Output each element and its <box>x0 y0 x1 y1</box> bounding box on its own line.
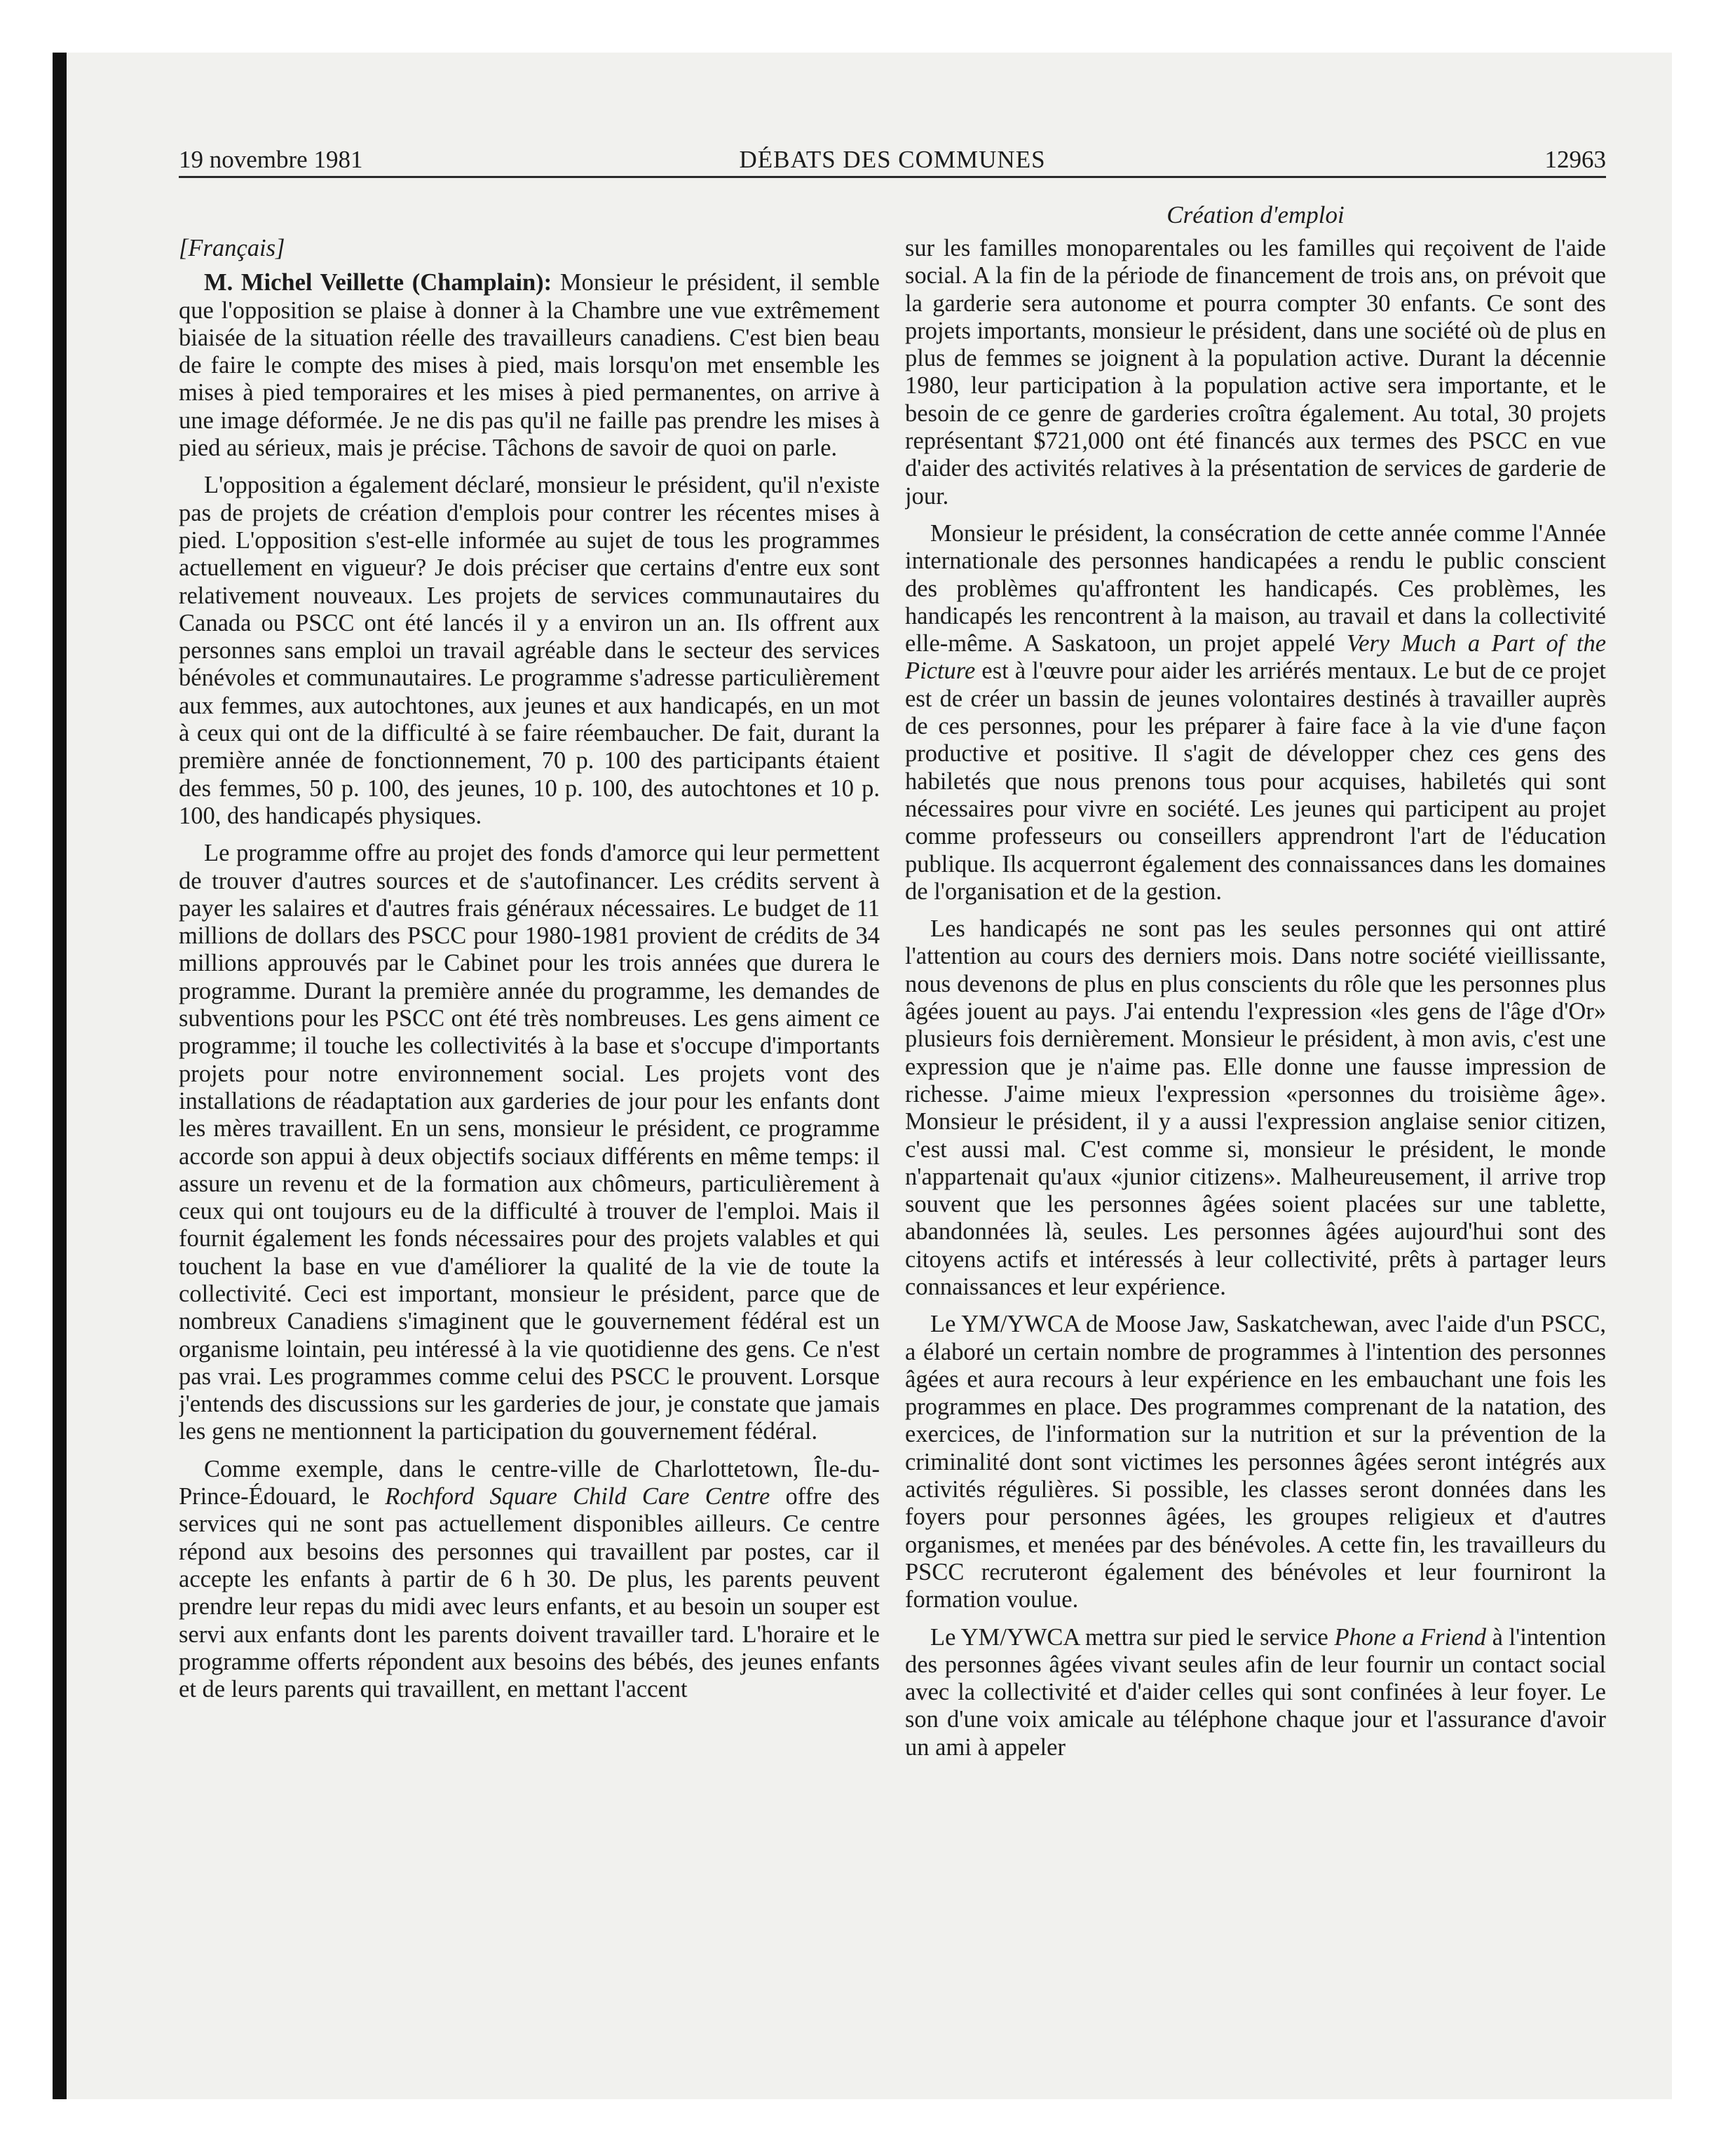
speaker-name: M. Michel Veillette (Champlain): <box>204 269 552 296</box>
header-page-number: 12963 <box>1544 146 1606 173</box>
right-column <box>905 235 1606 2029</box>
paragraph: sur les familles monoparentales ou les familles qui reçoivent de l'aide social. A la fin de la période de financement de trois ans, on prévoit que la garderie sera autonome et pourra compter 30 enfants. Ce sont des projets importants, monsieur le président, dans une société où de plus en plus de femmes se joignent à la population active. Durant la décennie 1980, leur participation à la population active sera importante, et le besoin de ce genre de garderies croîtra également. Au total, 30 projets représentant $721,000 ont été financés aux termes des PSCC en vue d'aider des activités relatives à la présentation de services de garderie de jour. <box>905 235 1606 510</box>
paragraph-text: offre des services qui ne sont pas actuellement disponibles ailleurs. Ce centre répond aux besoins des personnes qui travaillent par postes, car il accepte les enfants à partir de 6 h 30. De plus, les parents peuvent prendre leur repas du midi avec leurs enfants, et au besoin un souper est servi aux enfants dont les parents doivent travailler tard. L'horaire et le programme offerts répondent aux besoins des bébés, des jeunes enfants et de leurs parents qui travaillent, en mettant l'accent <box>179 1483 880 1703</box>
scan-binding-edge <box>53 53 67 2099</box>
italic-title: Phone a Friend <box>1334 1623 1486 1651</box>
paragraph-text: est à l'œuvre pour aider les arriérés mentaux. Le but de ce projet est de créer un bassin de jeunes volontaires destinés à travailler auprès de ces personnes, pour les préparer à faire face à la vie d'une façon productive et positive. Il s'agit de développer chez ces gens des habiletés que nous prenons tous pour acquises, habiletés qui sont nécessaires pour vivre en société. Les jeunes qui participent au projet comme professeurs ou conseillers apprendront l'art de l'éducation publique. Ils acquerront également des connaissances dans les domaines de l'organisation et de la gestion. <box>905 657 1606 905</box>
paragraph-text: à l'intention des personnes âgées vivant seules afin de leur fournir un contact social avec la collectivité et d'aider celles qui sont confinées à leur foyer. Le son d'une voix amicale au téléphone chaque jour et l'assurance d'avoir un ami à appeler <box>905 1623 1606 1761</box>
paragraph: Le programme offre au projet des fonds d'amorce qui leur permettent de trouver d'autres sources et de s'autofinancer. Les crédits servent à payer les salaires et d'autres frais généraux nécessaires. Le budget de 11 millions de dollars des PSCC pour 1980-1981 provient de crédits de 34 millions approuvés par le Cabinet pour les trois années que durera le programme. Durant la première année du programme, les demandes de subventions pour les PSCC ont été très nombreuses. Les gens aiment ce programme; il touche les collectivités à la base et s'occupe d'importants projets pour notre environnement social. Les projets vont des installations de réadaptation aux garderies de jour pour les enfants dont les mères travaillent. En un sens, monsieur le président, ce programme accorde son appui à deux objectifs sociaux différents en même temps: il assure un revenu et de la formation aux chômeurs, particulièrement à ceux qui ont toujours eu de la difficulté à trouver de l'emploi. Mais il fournit également les fonds nécessaires pour des projets valables et qui touchent la base en vue d'améliorer la qualité de la vie de toute la collectivité. Ceci est important, monsieur le président, parce que de nombreux Canadiens s'imaginent que le gouvernement fédéral est un organisme lointain, peu intéressé à la vie quotidienne des gens. Ce n'est pas vrai. Les programmes comme celui des PSCC le prouvent. Lorsque j'entends des discussions sur les garderies de jour, je constate que jamais les gens ne mentionnent la participation du gouvernement fédéral. <box>179 840 880 1445</box>
left-column <box>179 235 880 2029</box>
paragraph-text: Comme exemple, dans le centre-ville de Charlottetown, Île-du-Prince-Édouard, le <box>179 1455 880 1510</box>
header-rule <box>179 176 1606 178</box>
paragraph <box>905 520 1606 906</box>
page-header <box>179 144 1606 176</box>
paragraph-text: Monsieur le président, la consécration de cette année comme l'Année internationale des personnes handicapées a rendu le public conscient des problèmes qu'affrontent les handicapés. Ces problèmes, les handicapés les rencontrent à la maison, au travail et dans la collectivité elle-même. A Saskatoon, un projet appelé <box>905 519 1606 657</box>
paragraph-text: Monsieur le président, il semble que l'opposition se plaise à donner à la Chambre une vue extrêmement biaisée de la situation réelle des travailleurs canadiens. C'est bien beau de faire le compte des mises à pied, mais lorsqu'on met ensemble les mises à pied temporaires et les mises à pied permanentes, on arrive à une image déformée. Je ne dis pas qu'il ne faille pas prendre les mises à pied au sérieux, mais je précise. Tâchons de savoir de quoi on parle. <box>179 269 880 462</box>
italic-title: Very Much a Part of the Picture <box>905 630 1606 685</box>
paragraph <box>905 1624 1606 1761</box>
paragraph: L'opposition a également déclaré, monsieur le président, qu'il n'existe pas de projets de création d'emplois pour contrer les récentes mises à pied. L'opposition s'est-elle informée au sujet de tous les programmes actuellement en vigueur? Je dois préciser que certains d'entre eux sont relativement nouveaux. Les projets de services communautaires du Canada ou PSCC ont été lancés il y a environ un an. Ils offrent aux personnes sans emploi un travail agréable dans le secteur des services bénévoles et communautaires. Le programme s'adresse particulièrement aux femmes, aux autochtones, aux jeunes et aux handicapés, en un mot à ceux qui ont de la difficulté à se faire réembaucher. De fait, durant la première année de fonctionnement, 70 p. 100 des participants étaient des femmes, 50 p. 100, des jeunes, 10 p. 100, des autochtones et 10 p. 100, des handicapés physiques. <box>179 472 880 829</box>
paragraph <box>179 1456 880 1704</box>
language-marker: [Français] <box>179 235 285 261</box>
section-title: Création d'emploi <box>1166 201 1345 228</box>
paragraph <box>179 269 880 462</box>
header-title: DÉBATS DES COMMUNES <box>739 146 1046 173</box>
paragraph: Les handicapés ne sont pas les seules personnes qui ont attiré l'attention au cours des derniers mois. Dans notre société vieillissante, nous devenons de plus en plus conscients du rôle que les personnes plus âgées jouent au pays. J'ai entendu l'expression «les gens de l'âge d'Or» plusieurs fois dernièrement. Monsieur le président, à mon avis, c'est une expression que je n'aime pas. Elle donne une fausse impression de richesse. J'aime mieux l'expression «personnes du troisième âge». Monsieur le président, il y a aussi l'expression anglaise senior citizen, c'est aussi mal. C'est comme si, monsieur le président, le monde n'appartenait qu'aux «junior citizens». Malheureusement, il arrive trop souvent que les personnes âgées soient placées sur une tablette, abandonnées là, seules. Les personnes âgées aujourd'hui sont des citoyens actifs et intéressés à leur collectivité, prêts à partager leurs connaissances et leur expérience. <box>905 915 1606 1300</box>
paragraph: Le YM/YWCA de Moose Jaw, Saskatchewan, avec l'aide d'un PSCC, a élaboré un certain nombre de programmes à l'intention des personnes âgées et aura recours à leur expérience en les embauchant une fois les programmes en place. Des programmes comprenant de la natation, des exercices, de l'information sur la nutrition et sur la prévention de la criminalité dont sont victimes les personnes âgées seront intégrés aux activités régulières. Si possible, les classes seront données dans les foyers pour personnes âgées, les groupes religieux et d'autres organismes, et menées par des bénévoles. A cette fin, les travailleurs du PSCC recruteront également des bénévoles et leur fourniront la formation voulue. <box>905 1311 1606 1613</box>
paragraph-text: Le YM/YWCA mettra sur pied le service <box>930 1623 1335 1651</box>
italic-title: Rochford Square Child Care Centre <box>385 1483 770 1510</box>
header-date: 19 novembre 1981 <box>179 146 363 173</box>
